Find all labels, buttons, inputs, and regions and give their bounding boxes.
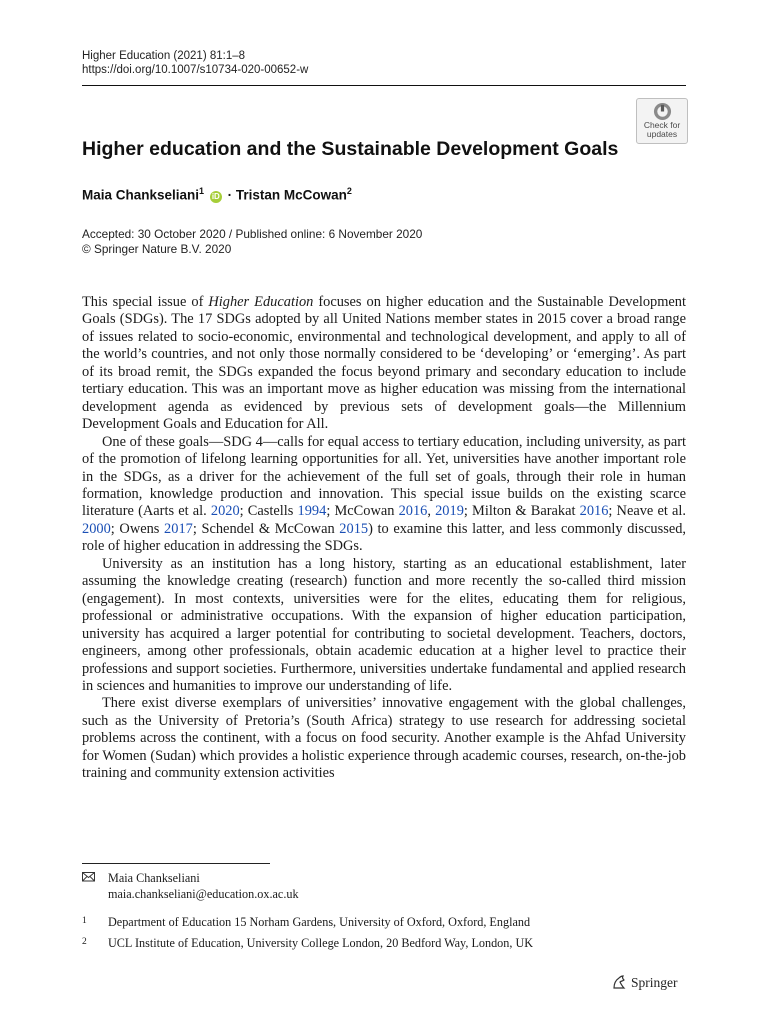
- affiliation-2: [82, 936, 533, 951]
- affiliation-1: [82, 915, 530, 930]
- springer-horse-icon: [611, 974, 627, 990]
- author-2-affil: 2: [346, 186, 352, 196]
- publication-dates: Accepted: 30 October 2020 / Published online: 6 November 2020: [82, 227, 423, 241]
- author-2[interactable]: Tristan McCowan: [235, 187, 347, 203]
- author-1-affil: 1: [199, 186, 205, 196]
- article-body: [82, 294, 686, 783]
- paragraph-4: There exist diverse exemplars of universities’ innovative engagement with the global challenges, such as the University of Pretoria’s (South Africa) strategy to use research for addressing societal problems across the continent, with a focus on food security. Another example is the Ahfad University for Women (Sudan) which provides a holistic experience through academic courses, research, on-the-job training and community extension activities: [82, 695, 686, 782]
- header-rule: [82, 85, 686, 86]
- paragraph-2: One of these goals—SDG 4—calls for equal access to tertiary education, including university, as part of the promotion of lifelong learning opportunities for all. Yet, universities have another important role in the SDGs, as a driver for the achievement of the full set of goals, through their role in human formation, knowledge production and innovation. This special issue builds on the existing scarce literature (Aarts et al. 2020; Castells 1994; McCowan 2016, 2019; Milton & Barakat 2016; Neave et al. 2000; Owens 2017; Schendel & McCowan 2015) to examine this latter, and less commonly discussed, role of higher education in addressing the SDGs.: [82, 433, 686, 555]
- envelope-icon: [82, 872, 108, 882]
- check-for-updates-badge[interactable]: [636, 98, 688, 144]
- author-separator: ·: [227, 187, 233, 203]
- footnote-rule: [82, 863, 270, 864]
- journal-citation: Higher Education (2021) 81:1–8: [82, 50, 246, 62]
- author-list: [82, 186, 352, 203]
- citation-link[interactable]: 2016: [579, 503, 609, 520]
- affiliation-1-mark: 1: [82, 916, 87, 926]
- citation-link[interactable]: 2020: [210, 503, 240, 520]
- corresponding-author: [82, 871, 200, 886]
- citation-link[interactable]: 1994: [297, 503, 327, 520]
- citation-link[interactable]: 2019: [435, 503, 464, 520]
- paragraph-3: University as an institution has a long history, starting as an educational establishment, later assuming the knowledge creating (research) function and more recently the so-called third mission (engagement). In most contexts, universities were for the elites, educating them for religious, professional or administrative occupations. With the expansion of higher education participation, university has acquired a larger potential for contributing to societal development. Teachers, doctors, engineers, among other professionals, obtain academic education at a higher level to practice their professions and support societies. Furthermore, universities undertake fundamental and applied research in sciences and humanities to improve our understanding of life.: [82, 555, 686, 694]
- citation-link[interactable]: 2000: [82, 520, 111, 537]
- citation-link[interactable]: 2015: [339, 520, 369, 537]
- contact-name: Maia Chankseliani: [108, 871, 200, 885]
- article-title: Higher education and the Sustainable Development Goals: [82, 138, 619, 160]
- affiliation-1-text: Department of Education 15 Norham Gardens, University of Oxford, Oxford, England: [108, 915, 531, 929]
- doi-link[interactable]: https://doi.org/10.1007/s10734-020-00652-w: [82, 64, 309, 76]
- citation-link[interactable]: 2017: [164, 520, 193, 537]
- citation-link[interactable]: 2016: [398, 503, 428, 520]
- affiliation-2-text: UCL Institute of Education, University College London, 20 Bedford Way, London, UK: [108, 936, 534, 950]
- publisher-name: Springer: [631, 975, 678, 990]
- affiliation-2-mark: 2: [82, 937, 87, 947]
- paragraph-1: This special issue of Higher Education focuses on higher education and the Sustainable Development Goals (SDGs). The 17 SDGs adopted by all United Nations member states in 2015 cover a broad range of issues related to socio-economic, environmental and technological development, and apply to all of the world’s countries, and not only those normally considered to be ‘developing’ or ‘emerging’. As part of its broad remit, the SDGs expanded the focus beyond primary and secondary education to include tertiary education. This was an important move as higher education was missing from the international development agenda as evidenced by previous sets of development goals—the Millennium Development Goals and Education for All.: [82, 294, 686, 433]
- orcid-icon[interactable]: iD: [211, 191, 220, 201]
- crossmark-icon: [653, 102, 672, 121]
- author-1[interactable]: Maia Chankseliani: [82, 187, 200, 203]
- publisher-logo: [611, 974, 678, 991]
- copyright: © Springer Nature B.V. 2020: [82, 242, 232, 256]
- badge-line2: updates: [646, 129, 678, 139]
- contact-email[interactable]: maia.chankseliani@education.ox.ac.uk: [108, 887, 299, 901]
- badge-line1: Check for: [643, 120, 681, 130]
